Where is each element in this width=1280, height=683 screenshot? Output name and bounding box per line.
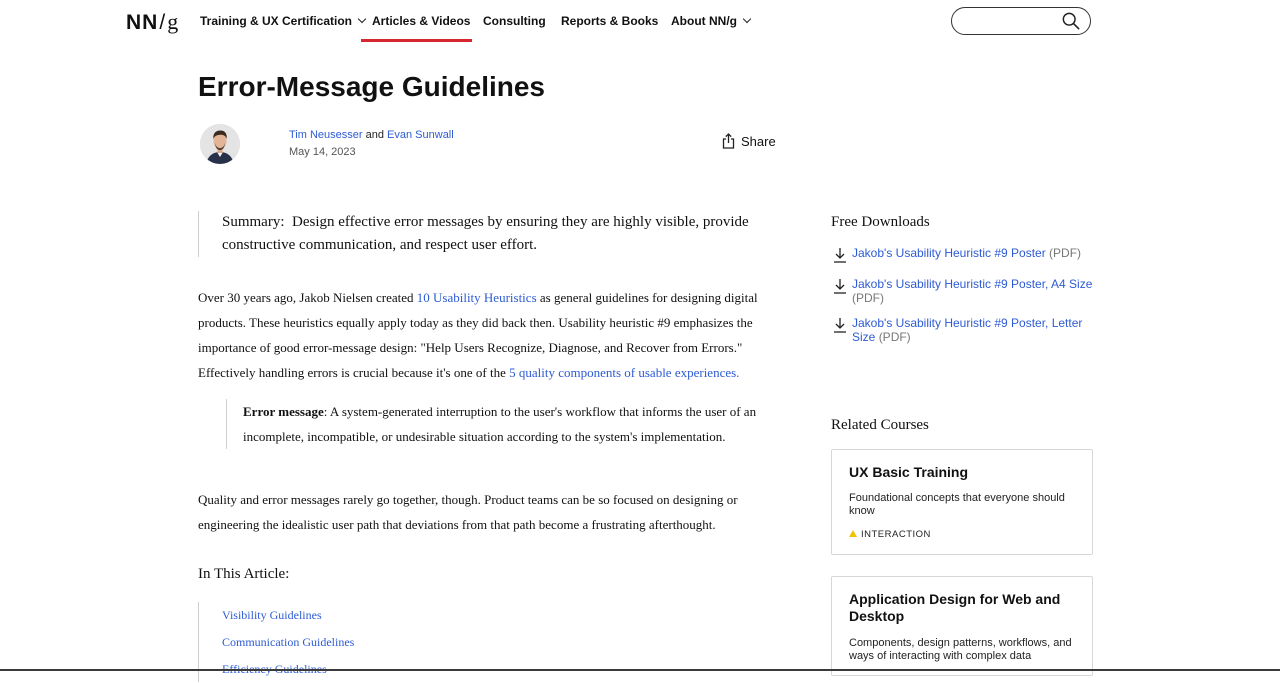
search-icon[interactable] xyxy=(1062,12,1080,30)
download-icon xyxy=(833,247,847,263)
free-downloads-heading: Free Downloads xyxy=(831,214,930,230)
avatar-portrait xyxy=(200,124,240,164)
search-input[interactable] xyxy=(962,13,1061,31)
author-avatar[interactable] xyxy=(200,124,240,164)
nng-logo[interactable] xyxy=(126,9,179,35)
logo-slash: / xyxy=(159,11,167,34)
body-paragraph: Quality and error messages rarely go together, though. Product teams can be so focused on designing or engineering the idealistic user path that deviations from that path become a frustrating afterthought. xyxy=(198,492,738,532)
active-nav-indicator xyxy=(361,39,472,42)
download-format: (PDF) xyxy=(852,291,884,305)
course-description: Foundational concepts that everyone should know xyxy=(849,492,1065,517)
link-5-quality-components[interactable]: 5 quality components of usable experiences. xyxy=(509,365,740,380)
page-title: Error-Message Guidelines xyxy=(198,71,546,102)
warning-triangle-icon xyxy=(849,530,857,537)
download-icon xyxy=(833,317,847,333)
logo-nn: NN xyxy=(126,11,159,34)
course-tag-label: INTERACTION xyxy=(861,529,931,540)
course-title: UX Basic Training xyxy=(849,464,969,480)
download-icon xyxy=(833,278,847,294)
author-joiner: and xyxy=(365,129,384,141)
nav-label: Articles & Videos xyxy=(372,14,471,28)
download-format: (PDF) xyxy=(1049,246,1082,260)
author-link-evan-sunwall[interactable]: Evan Sunwall xyxy=(387,129,454,141)
definition-term: Error message xyxy=(243,404,324,419)
nav-label: Consulting xyxy=(483,14,546,28)
search-box xyxy=(951,7,1091,35)
publish-date: May 14, 2023 xyxy=(289,146,356,158)
course-card-ux-basic-training[interactable] xyxy=(831,449,1093,555)
share-button[interactable] xyxy=(722,133,776,149)
nav-about-nng[interactable] xyxy=(671,14,750,28)
byline-authors xyxy=(289,129,454,141)
toc-link-communication[interactable]: Communication Guidelines xyxy=(222,635,355,649)
top-navigation xyxy=(0,0,1280,44)
download-link[interactable]: Jakob's Usability Heuristic #9 Poster, Letter Size xyxy=(852,316,1083,344)
related-courses-heading: Related Courses xyxy=(831,417,929,433)
summary-text: Design effective error messages by ensuring they are highly visible, provide constructive communication, and respect user effort. xyxy=(222,214,749,253)
course-title: Application Design for Web and Desktop xyxy=(849,591,1061,624)
download-format: (PDF) xyxy=(878,330,911,344)
course-tag xyxy=(849,529,931,540)
download-link[interactable]: Jakob's Usability Heuristic #9 Poster, A4 Size xyxy=(852,277,1093,291)
download-link[interactable]: Jakob's Usability Heuristic #9 Poster xyxy=(852,246,1046,260)
link-10-usability-heuristics[interactable]: 10 Usability Heuristics xyxy=(416,290,537,305)
intro-text-2: as general guidelines for designing digital products. These heuristics equally apply today as they did back then. Usability heuristic #9 emphasizes the importance of good error-message design: "Help Users Recognize, Diagnose, and Recover from Errors." Effectively handling errors is crucial because it's one of the xyxy=(198,290,758,380)
share-label: Share xyxy=(741,134,776,149)
author-link-tim-neusesser[interactable]: Tim Neusesser xyxy=(289,129,363,141)
nav-label: About NN/g xyxy=(671,14,737,28)
summary-label: Summary: xyxy=(222,214,285,230)
nav-consulting[interactable] xyxy=(483,14,546,28)
intro-text-1: Over 30 years ago, Jakob Nielsen created xyxy=(198,290,417,305)
definition-text: : A system-generated interruption to the user's workflow that informs the user of an incomplete, incompatible, or undesirable situation according to the system's implementation. xyxy=(243,404,757,444)
share-icon xyxy=(722,133,735,149)
toc-heading: In This Article: xyxy=(198,566,290,582)
chevron-down-icon xyxy=(358,15,366,23)
nav-label: Training & UX Certification xyxy=(200,14,353,28)
chevron-down-icon xyxy=(743,15,751,23)
nav-reports-books[interactable] xyxy=(561,14,658,28)
nav-articles-videos[interactable] xyxy=(372,14,470,28)
course-description: Components, design patterns, workflows, and ways of interacting with complex data xyxy=(849,637,1072,662)
nav-training-ux-certification[interactable] xyxy=(200,14,365,28)
definition-callout xyxy=(226,399,765,449)
logo-g: g xyxy=(167,9,180,34)
article-summary xyxy=(198,211,782,257)
intro-paragraph xyxy=(198,285,788,385)
toc-link-visibility[interactable]: Visibility Guidelines xyxy=(222,608,322,622)
course-card-application-design[interactable] xyxy=(831,576,1093,676)
nav-label: Reports & Books xyxy=(561,14,659,28)
